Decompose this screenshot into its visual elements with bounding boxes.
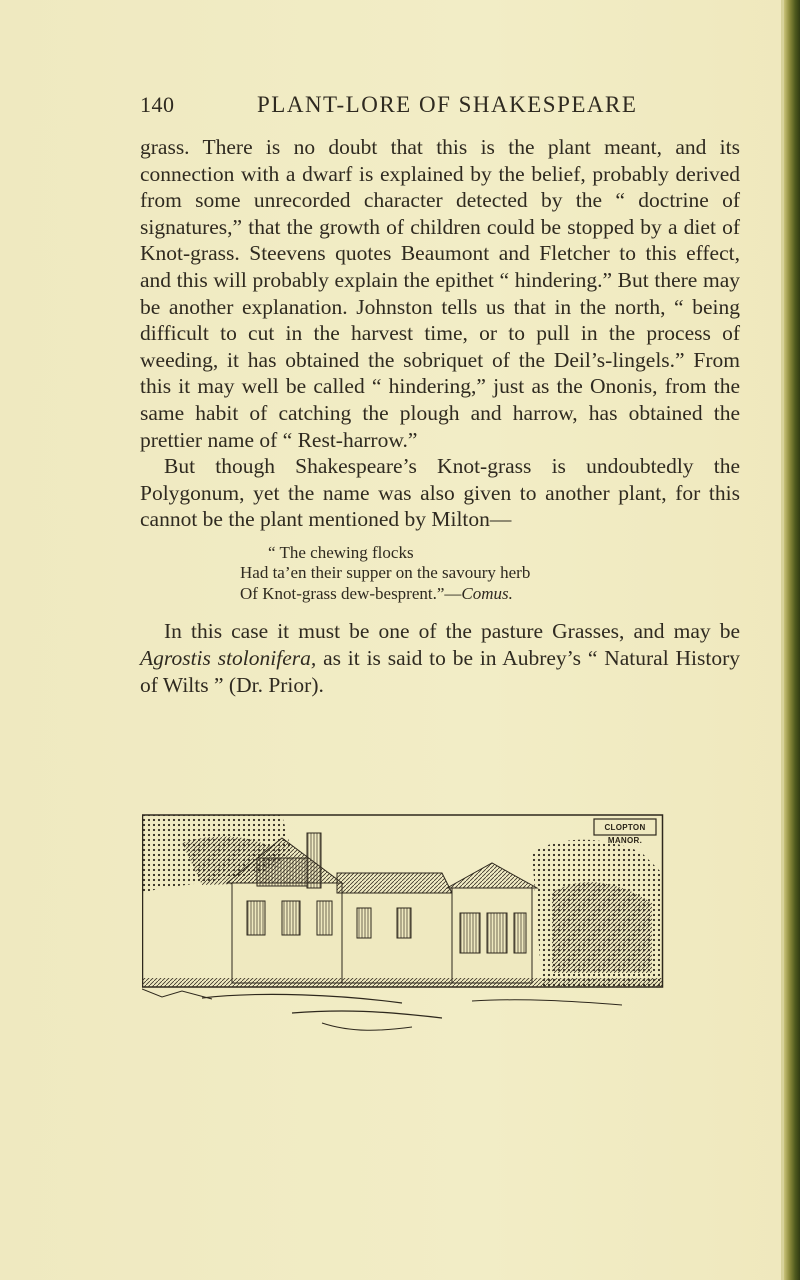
clopton-manor-engraving [142, 813, 664, 1066]
page-header [140, 92, 740, 122]
running-title: PLANT-LORE OF SHAKESPEARE [257, 92, 638, 117]
quote-line-3 [240, 584, 740, 605]
paragraph-3 [140, 618, 740, 698]
quote-line-3-text: Of Knot-grass dew-besprent.”— [240, 583, 462, 603]
verse-quotation [240, 543, 740, 605]
quote-line-2: Had ta’en their supper on the savoury herb [240, 563, 531, 583]
book-spine-edge [784, 0, 800, 1280]
paragraph-3-start: In this case it must be one of the pasture Grasses, and may be [164, 619, 740, 644]
quote-source: Comus. [461, 583, 513, 603]
paragraph-3-end: as it is said to be in Aubrey’s “ Natural History of Wilts ” (Dr. Prior). [140, 646, 740, 697]
quote-line-1: “ The chewing flocks [268, 542, 414, 562]
manor-sign-label: CLOPTON MANOR. [604, 823, 646, 845]
page-number: 140 [140, 92, 175, 117]
body-text [140, 134, 740, 698]
species-name: Agrostis stolonifera, [140, 646, 317, 670]
engraving-drawing [142, 813, 664, 1066]
paragraph-2: But though Shakespeare’s Knot-grass is undoubtedly the Polygonum, yet the name was also given to another plant, for this cannot be the plant mentioned by Milton— [140, 454, 740, 532]
paragraph-1: grass. There is no doubt that this is the plant meant, and its connection with a dwarf is explained by the belief, probably derived from some unrecorded character detected by the “ doctrine of signatures,” that the growth of children could be stopped by a diet of Knot-grass. Steevens quotes Beaumont and Fletcher to this effect, and this will probably explain the epithet “ hindering.” But there may be another explanation. Johnston tells us that in the north, “ being difficult to cut in the harvest time, or to pull in the process of weeding, it has obtained the sobriquet of the Deil’s-lingels.” From this it may well be called “ hindering,” just as the Ononis, from the same habit of catching the plough and harrow, has obtained the prettier name of “ Rest-harrow.” [140, 135, 740, 452]
